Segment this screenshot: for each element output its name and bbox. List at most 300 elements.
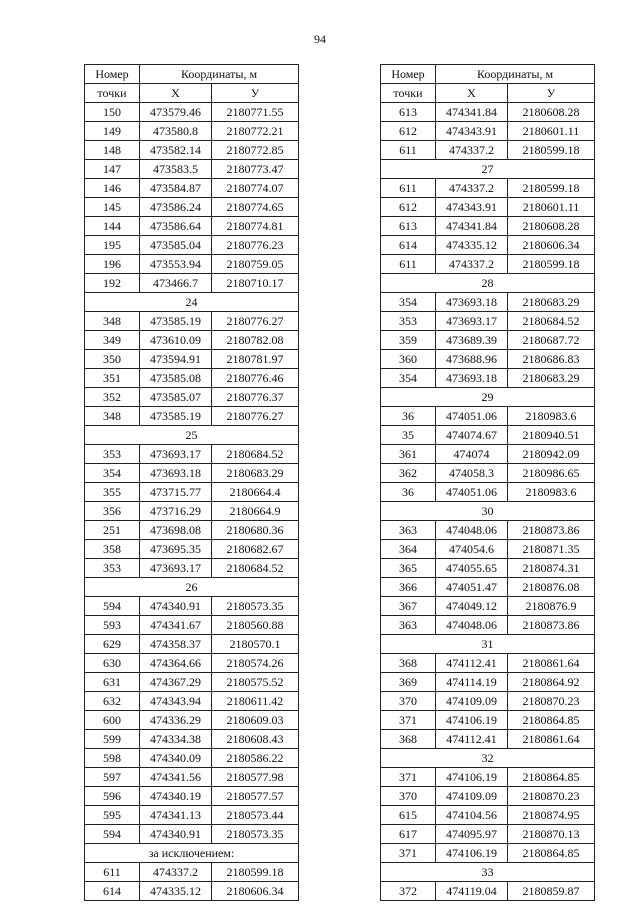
x-coordinate-cell: 474341.56 xyxy=(140,768,212,787)
point-number-cell: 348 xyxy=(85,312,140,331)
x-coordinate-cell: 473585.19 xyxy=(140,407,212,426)
x-coordinate-cell: 473693.18 xyxy=(436,293,508,312)
table-row xyxy=(85,483,299,502)
x-coordinate-cell: 474341.13 xyxy=(140,806,212,825)
table-row xyxy=(381,730,595,749)
section-label: 31 xyxy=(381,635,595,654)
y-coordinate-cell: 2180871.35 xyxy=(508,540,595,559)
point-number-cell: 595 xyxy=(85,806,140,825)
point-number-cell: 366 xyxy=(381,578,436,597)
y-coordinate-cell: 2180611.42 xyxy=(212,692,299,711)
point-number-cell: 354 xyxy=(85,464,140,483)
y-coordinate-cell: 2180684.52 xyxy=(212,445,299,464)
point-number-cell: 614 xyxy=(381,236,436,255)
x-coordinate-cell: 474109.09 xyxy=(436,787,508,806)
section-row xyxy=(85,844,299,863)
table-row xyxy=(85,312,299,331)
x-coordinate-cell: 474074.67 xyxy=(436,426,508,445)
table-row xyxy=(85,635,299,654)
table-row xyxy=(381,673,595,692)
x-coordinate-cell: 474340.19 xyxy=(140,787,212,806)
y-coordinate-cell: 2180608.28 xyxy=(508,103,595,122)
x-coordinate-cell: 474095.97 xyxy=(436,825,508,844)
table-row xyxy=(381,217,595,236)
page-number: 94 xyxy=(314,32,326,46)
y-coordinate-cell: 2180774.07 xyxy=(212,179,299,198)
y-coordinate-cell: 2180942.09 xyxy=(508,445,595,464)
point-number-cell: 353 xyxy=(381,312,436,331)
point-number-cell: 354 xyxy=(381,369,436,388)
y-coordinate-cell: 2180983.6 xyxy=(508,407,595,426)
x-coordinate-cell: 474048.06 xyxy=(436,521,508,540)
x-coordinate-cell: 474341.67 xyxy=(140,616,212,635)
x-coordinate-cell: 473693.17 xyxy=(140,445,212,464)
x-coordinate-cell: 473580.8 xyxy=(140,122,212,141)
table-row xyxy=(85,863,299,882)
point-number-cell: 348 xyxy=(85,407,140,426)
x-coordinate-cell: 473586.24 xyxy=(140,198,212,217)
point-number-cell: 372 xyxy=(381,882,436,901)
point-number-cell: 593 xyxy=(85,616,140,635)
y-coordinate-cell: 2180682.67 xyxy=(212,540,299,559)
y-coordinate-cell: 2180609.03 xyxy=(212,711,299,730)
y-coordinate-cell: 2180573.44 xyxy=(212,806,299,825)
x-coordinate-cell: 473582.14 xyxy=(140,141,212,160)
point-number-cell: 195 xyxy=(85,236,140,255)
section-label: 30 xyxy=(381,502,595,521)
section-row xyxy=(381,635,595,654)
table-row xyxy=(85,730,299,749)
table-row xyxy=(381,179,595,198)
table-row xyxy=(85,787,299,806)
y-coordinate-cell: 2180772.85 xyxy=(212,141,299,160)
y-coordinate-cell: 2180776.27 xyxy=(212,312,299,331)
x-coordinate-cell: 474335.12 xyxy=(140,882,212,901)
table-row xyxy=(381,141,595,160)
point-number-cell: 631 xyxy=(85,673,140,692)
coordinates-table-right xyxy=(380,64,595,901)
x-coordinate-cell: 474104.56 xyxy=(436,806,508,825)
table-row xyxy=(381,426,595,445)
y-coordinate-cell: 2180599.18 xyxy=(212,863,299,882)
table-row xyxy=(381,578,595,597)
y-coordinate-cell: 2180776.46 xyxy=(212,369,299,388)
point-number-cell: 367 xyxy=(381,597,436,616)
point-number-cell: 145 xyxy=(85,198,140,217)
y-coordinate-cell: 2180772.21 xyxy=(212,122,299,141)
point-header-label: Номер xyxy=(85,65,140,84)
point-number-cell: 359 xyxy=(381,331,436,350)
y-coordinate-cell: 2180710.17 xyxy=(212,274,299,293)
point-number-cell: 371 xyxy=(381,711,436,730)
x-coordinate-cell: 474337.2 xyxy=(436,141,508,160)
point-number-cell: 356 xyxy=(85,502,140,521)
y-coordinate-cell: 2180573.35 xyxy=(212,597,299,616)
y-coordinate-cell: 2180870.23 xyxy=(508,787,595,806)
header-row xyxy=(85,84,299,103)
point-number-cell: 613 xyxy=(381,217,436,236)
table-row xyxy=(85,711,299,730)
x-coordinate-cell: 474337.2 xyxy=(436,179,508,198)
point-number-cell: 612 xyxy=(381,122,436,141)
y-coordinate-cell: 2180687.72 xyxy=(508,331,595,350)
x-coordinate-cell: 473716.29 xyxy=(140,502,212,521)
x-coordinate-cell: 474106.19 xyxy=(436,844,508,863)
x-coordinate-cell: 474335.12 xyxy=(436,236,508,255)
y-coordinate-cell: 2180986.65 xyxy=(508,464,595,483)
table-row xyxy=(85,597,299,616)
y-coordinate-cell: 2180876.9 xyxy=(508,597,595,616)
table-row xyxy=(381,768,595,787)
point-number-cell: 149 xyxy=(85,122,140,141)
y-coordinate-cell: 2180575.52 xyxy=(212,673,299,692)
x-coordinate-cell: 474106.19 xyxy=(436,711,508,730)
table-row xyxy=(85,673,299,692)
section-row xyxy=(381,160,595,179)
point-number-cell: 354 xyxy=(381,293,436,312)
table-row xyxy=(85,198,299,217)
point-number-cell: 365 xyxy=(381,559,436,578)
x-coordinate-cell: 473466.7 xyxy=(140,274,212,293)
x-coordinate-cell: 474112.41 xyxy=(436,654,508,673)
table-row xyxy=(85,692,299,711)
point-number-cell: 371 xyxy=(381,768,436,787)
point-number-cell: 370 xyxy=(381,692,436,711)
x-coordinate-cell: 473693.17 xyxy=(436,312,508,331)
table-row xyxy=(85,882,299,901)
point-number-cell: 371 xyxy=(381,844,436,863)
x-coordinate-cell: 473585.19 xyxy=(140,312,212,331)
x-coordinate-cell: 474074 xyxy=(436,445,508,464)
point-number-cell: 363 xyxy=(381,521,436,540)
section-row xyxy=(85,578,299,597)
y-coordinate-cell: 2180608.28 xyxy=(508,217,595,236)
point-number-cell: 612 xyxy=(381,198,436,217)
header-row xyxy=(381,84,595,103)
y-coordinate-cell: 2180606.34 xyxy=(212,882,299,901)
y-coordinate-cell: 2180574.26 xyxy=(212,654,299,673)
table-row xyxy=(85,464,299,483)
point-number-cell: 349 xyxy=(85,331,140,350)
section-label: 25 xyxy=(85,426,299,445)
point-number-cell: 600 xyxy=(85,711,140,730)
y-coordinate-cell: 2180873.86 xyxy=(508,616,595,635)
x-header-label: X xyxy=(436,84,508,103)
coords-header-label: Координаты, м xyxy=(140,65,299,84)
point-number-cell: 611 xyxy=(381,179,436,198)
y-coordinate-cell: 2180876.08 xyxy=(508,578,595,597)
y-coordinate-cell: 2180684.52 xyxy=(212,559,299,578)
y-coordinate-cell: 2180759.05 xyxy=(212,255,299,274)
point-number-cell: 146 xyxy=(85,179,140,198)
table-row xyxy=(85,540,299,559)
x-coordinate-cell: 474058.3 xyxy=(436,464,508,483)
x-coordinate-cell: 473698.08 xyxy=(140,521,212,540)
y-header-label: У xyxy=(508,84,595,103)
x-coordinate-cell: 474334.38 xyxy=(140,730,212,749)
point-header-label: точки xyxy=(381,84,436,103)
point-number-cell: 192 xyxy=(85,274,140,293)
table-row xyxy=(85,141,299,160)
x-coordinate-cell: 473579.46 xyxy=(140,103,212,122)
table-row xyxy=(381,236,595,255)
point-number-cell: 364 xyxy=(381,540,436,559)
y-coordinate-cell: 2180599.18 xyxy=(508,255,595,274)
x-coordinate-cell: 474337.2 xyxy=(140,863,212,882)
y-coordinate-cell: 2180771.55 xyxy=(212,103,299,122)
x-coordinate-cell: 474119.04 xyxy=(436,882,508,901)
point-number-cell: 360 xyxy=(381,350,436,369)
y-coordinate-cell: 2180680.36 xyxy=(212,521,299,540)
x-coordinate-cell: 474055.65 xyxy=(436,559,508,578)
table-row xyxy=(381,103,595,122)
table-row xyxy=(85,274,299,293)
table-row xyxy=(85,502,299,521)
y-coordinate-cell: 2180870.23 xyxy=(508,692,595,711)
point-number-cell: 617 xyxy=(381,825,436,844)
y-coordinate-cell: 2180599.18 xyxy=(508,141,595,160)
section-label: за исключением: xyxy=(85,844,299,863)
table-row xyxy=(381,407,595,426)
point-number-cell: 350 xyxy=(85,350,140,369)
table-row xyxy=(381,806,595,825)
section-label: 29 xyxy=(381,388,595,407)
point-number-cell: 35 xyxy=(381,426,436,445)
x-coordinate-cell: 474051.06 xyxy=(436,407,508,426)
y-coordinate-cell: 2180683.29 xyxy=(508,293,595,312)
table-row xyxy=(85,331,299,350)
y-coordinate-cell: 2180983.6 xyxy=(508,483,595,502)
y-coordinate-cell: 2180776.23 xyxy=(212,236,299,255)
x-coordinate-cell: 474114.19 xyxy=(436,673,508,692)
table-row xyxy=(381,122,595,141)
point-number-cell: 147 xyxy=(85,160,140,179)
table-row xyxy=(381,312,595,331)
x-coordinate-cell: 474358.37 xyxy=(140,635,212,654)
y-coordinate-cell: 2180940.51 xyxy=(508,426,595,445)
y-coordinate-cell: 2180577.57 xyxy=(212,787,299,806)
y-coordinate-cell: 2180874.31 xyxy=(508,559,595,578)
y-coordinate-cell: 2180683.29 xyxy=(212,464,299,483)
point-number-cell: 599 xyxy=(85,730,140,749)
table-row xyxy=(85,122,299,141)
point-number-cell: 353 xyxy=(85,445,140,464)
section-row xyxy=(85,426,299,445)
table-row xyxy=(381,825,595,844)
point-number-cell: 594 xyxy=(85,597,140,616)
x-coordinate-cell: 474340.09 xyxy=(140,749,212,768)
x-coordinate-cell: 474343.91 xyxy=(436,122,508,141)
table-row xyxy=(85,217,299,236)
table-row xyxy=(85,350,299,369)
y-coordinate-cell: 2180864.85 xyxy=(508,711,595,730)
y-coordinate-cell: 2180684.52 xyxy=(508,312,595,331)
table-row xyxy=(85,654,299,673)
section-label: 27 xyxy=(381,160,595,179)
x-coordinate-cell: 474340.91 xyxy=(140,825,212,844)
x-coordinate-cell: 473693.18 xyxy=(140,464,212,483)
x-coordinate-cell: 474051.06 xyxy=(436,483,508,502)
y-coordinate-cell: 2180577.98 xyxy=(212,768,299,787)
y-coordinate-cell: 2180864.85 xyxy=(508,844,595,863)
section-row xyxy=(381,388,595,407)
table-row xyxy=(85,521,299,540)
x-coordinate-cell: 474337.2 xyxy=(436,255,508,274)
header-row xyxy=(85,65,299,84)
x-coordinate-cell: 473585.08 xyxy=(140,369,212,388)
x-coordinate-cell: 474048.06 xyxy=(436,616,508,635)
table-row xyxy=(381,255,595,274)
table-row xyxy=(381,711,595,730)
y-coordinate-cell: 2180606.34 xyxy=(508,236,595,255)
point-number-cell: 352 xyxy=(85,388,140,407)
x-coordinate-cell: 474340.91 xyxy=(140,597,212,616)
point-number-cell: 150 xyxy=(85,103,140,122)
y-coordinate-cell: 2180782.08 xyxy=(212,331,299,350)
point-number-cell: 251 xyxy=(85,521,140,540)
point-number-cell: 368 xyxy=(381,730,436,749)
section-row xyxy=(85,293,299,312)
coords-header-label: Координаты, м xyxy=(436,65,595,84)
y-coordinate-cell: 2180864.85 xyxy=(508,768,595,787)
point-number-cell: 630 xyxy=(85,654,140,673)
x-coordinate-cell: 473585.04 xyxy=(140,236,212,255)
table-row xyxy=(381,331,595,350)
table-row xyxy=(381,692,595,711)
section-row xyxy=(381,749,595,768)
section-label: 33 xyxy=(381,863,595,882)
table-row xyxy=(85,179,299,198)
point-number-cell: 369 xyxy=(381,673,436,692)
y-coordinate-cell: 2180586.22 xyxy=(212,749,299,768)
x-coordinate-cell: 474106.19 xyxy=(436,768,508,787)
y-coordinate-cell: 2180774.81 xyxy=(212,217,299,236)
point-number-cell: 361 xyxy=(381,445,436,464)
table-row xyxy=(85,559,299,578)
table-row xyxy=(85,255,299,274)
table-body-right xyxy=(381,65,595,901)
x-coordinate-cell: 474341.84 xyxy=(436,217,508,236)
table-row xyxy=(381,882,595,901)
x-coordinate-cell: 474341.84 xyxy=(436,103,508,122)
table-row xyxy=(85,825,299,844)
x-coordinate-cell: 473688.96 xyxy=(436,350,508,369)
table-row xyxy=(381,521,595,540)
y-coordinate-cell: 2180864.92 xyxy=(508,673,595,692)
x-coordinate-cell: 473585.07 xyxy=(140,388,212,407)
x-coordinate-cell: 473693.17 xyxy=(140,559,212,578)
point-number-cell: 597 xyxy=(85,768,140,787)
point-number-cell: 614 xyxy=(85,882,140,901)
coordinates-table-left xyxy=(84,64,299,901)
point-number-cell: 36 xyxy=(381,483,436,502)
point-number-cell: 370 xyxy=(381,787,436,806)
y-coordinate-cell: 2180861.64 xyxy=(508,654,595,673)
point-number-cell: 148 xyxy=(85,141,140,160)
point-number-cell: 36 xyxy=(381,407,436,426)
y-coordinate-cell: 2180781.97 xyxy=(212,350,299,369)
section-row xyxy=(381,274,595,293)
x-coordinate-cell: 473693.18 xyxy=(436,369,508,388)
x-coordinate-cell: 474112.41 xyxy=(436,730,508,749)
y-coordinate-cell: 2180861.64 xyxy=(508,730,595,749)
table-body-left xyxy=(85,65,299,901)
x-coordinate-cell: 473594.91 xyxy=(140,350,212,369)
point-number-cell: 632 xyxy=(85,692,140,711)
section-label: 24 xyxy=(85,293,299,312)
table-row xyxy=(381,787,595,806)
y-coordinate-cell: 2180601.11 xyxy=(508,198,595,217)
x-coordinate-cell: 474109.09 xyxy=(436,692,508,711)
x-header-label: X xyxy=(140,84,212,103)
point-number-cell: 368 xyxy=(381,654,436,673)
table-row xyxy=(85,103,299,122)
section-row xyxy=(381,502,595,521)
table-row xyxy=(381,540,595,559)
table-row xyxy=(381,616,595,635)
table-row xyxy=(381,198,595,217)
point-number-cell: 351 xyxy=(85,369,140,388)
y-coordinate-cell: 2180683.29 xyxy=(508,369,595,388)
x-coordinate-cell: 473610.09 xyxy=(140,331,212,350)
point-number-cell: 611 xyxy=(381,255,436,274)
y-coordinate-cell: 2180873.86 xyxy=(508,521,595,540)
point-number-cell: 611 xyxy=(85,863,140,882)
point-number-cell: 596 xyxy=(85,787,140,806)
table-row xyxy=(381,350,595,369)
x-coordinate-cell: 474367.29 xyxy=(140,673,212,692)
table-row xyxy=(85,806,299,825)
x-coordinate-cell: 474364.66 xyxy=(140,654,212,673)
point-number-cell: 144 xyxy=(85,217,140,236)
point-header-label: Номер xyxy=(381,65,436,84)
section-label: 26 xyxy=(85,578,299,597)
header-row xyxy=(381,65,595,84)
table-row xyxy=(85,445,299,464)
y-coordinate-cell: 2180599.18 xyxy=(508,179,595,198)
y-coordinate-cell: 2180776.37 xyxy=(212,388,299,407)
x-coordinate-cell: 473689.39 xyxy=(436,331,508,350)
y-coordinate-cell: 2180870.13 xyxy=(508,825,595,844)
point-header-label: точки xyxy=(85,84,140,103)
y-coordinate-cell: 2180560.88 xyxy=(212,616,299,635)
x-coordinate-cell: 474336.29 xyxy=(140,711,212,730)
x-coordinate-cell: 473583.5 xyxy=(140,160,212,179)
x-coordinate-cell: 474049.12 xyxy=(436,597,508,616)
table-row xyxy=(381,483,595,502)
section-label: 28 xyxy=(381,274,595,293)
x-coordinate-cell: 473584.87 xyxy=(140,179,212,198)
point-number-cell: 629 xyxy=(85,635,140,654)
y-header-label: У xyxy=(212,84,299,103)
point-number-cell: 355 xyxy=(85,483,140,502)
table-row xyxy=(381,464,595,483)
y-coordinate-cell: 2180686.83 xyxy=(508,350,595,369)
table-row xyxy=(381,844,595,863)
table-row xyxy=(85,369,299,388)
section-row xyxy=(381,863,595,882)
y-coordinate-cell: 2180874.95 xyxy=(508,806,595,825)
y-coordinate-cell: 2180773.47 xyxy=(212,160,299,179)
point-number-cell: 611 xyxy=(381,141,436,160)
y-coordinate-cell: 2180776.27 xyxy=(212,407,299,426)
x-coordinate-cell: 474054.6 xyxy=(436,540,508,559)
x-coordinate-cell: 473715.77 xyxy=(140,483,212,502)
table-row xyxy=(381,445,595,464)
y-coordinate-cell: 2180570.1 xyxy=(212,635,299,654)
table-row xyxy=(85,616,299,635)
table-row xyxy=(381,559,595,578)
